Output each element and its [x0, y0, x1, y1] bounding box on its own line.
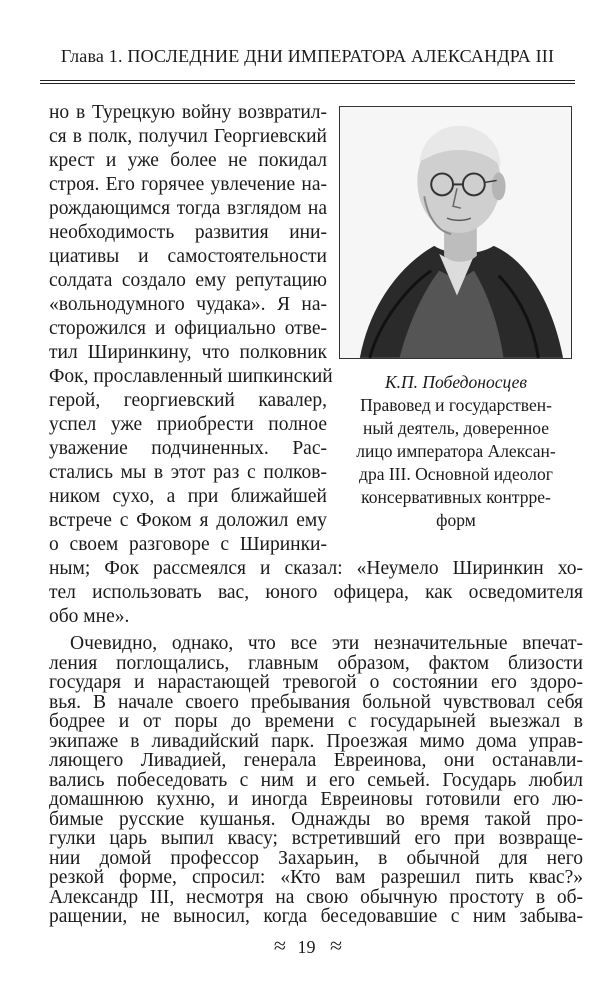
text-line: необходимость развития ини-	[49, 222, 327, 243]
text-line: герой, георгиевский кавалер,	[49, 390, 327, 411]
ornament-left-icon: ≈	[273, 933, 283, 958]
text-line: рождающимся тогда взглядом на	[49, 198, 327, 219]
text-line: но в Турецкую войну возвратил-	[49, 102, 327, 123]
figure-caption-line: дра III. Основной идеолог	[359, 464, 553, 484]
text-line: гулки царь выпил квасу; встретивший его при возвраще-	[49, 828, 583, 849]
text-line: Очевидно, однако, что все эти незначительные впечат-	[70, 633, 583, 654]
text-line: стались мы в этот раз с полков-	[49, 462, 327, 483]
figure-caption-line: ный деятель, доверенное	[362, 418, 550, 438]
page-number-value: 19	[297, 937, 316, 957]
text-line: нии домой профессор Захарьин, в обычной для него	[49, 847, 583, 869]
ornament-right-icon: ≈	[330, 933, 340, 958]
portrait-photo	[339, 106, 572, 359]
text-line: о своем разговоре с Ширинки-	[49, 534, 327, 555]
text-line: ления поглощались, главным образом, фактом близости	[49, 652, 583, 674]
text-line: ращении, не выносил, когда беседовавшие с ним забыва-	[49, 906, 583, 927]
text-line: Фок, прославленный шипкинский	[49, 366, 333, 387]
figure-caption-line: лицо императора Алексан-	[356, 441, 556, 461]
header-rule	[40, 80, 575, 84]
text-line: вья. В начале своего пребывания больной чувствовал себя	[49, 691, 583, 713]
text-line: сторожился и официально отве-	[49, 318, 327, 339]
text-line: успел уже приобрести полное	[49, 414, 327, 435]
text-line: «вольнодумного чудака». Я на-	[49, 294, 327, 315]
text-line: бодрее и от поры до времени с государыней выезжал в	[49, 711, 583, 732]
portrait-sketch	[340, 107, 571, 358]
text-line: циативы и самостоятельности	[49, 246, 327, 267]
page-number	[0, 935, 613, 958]
text-line: крест и уже более не покидал	[49, 150, 327, 171]
figure-caption-line: форм	[436, 510, 476, 530]
figure-caption-name: К.П. Победоносцев	[384, 372, 528, 392]
text-line: ляющего Ливадией, генерала Евреинова, они останавли-	[49, 750, 583, 771]
text-line: солдата создало ему репутацию	[49, 270, 327, 291]
text-line: экипаже в ливадийский парк. Проезжая мимо дома управ-	[49, 730, 583, 752]
text-line: вались побеседовать с ним и его семьей. Государь любил	[49, 769, 583, 791]
running-header: Глава 1. ПОСЛЕДНИЕ ДНИ ИМПЕРАТОРА АЛЕКСАНДРА III	[60, 46, 555, 66]
figure-caption-line: консервативных контрре-	[361, 487, 551, 507]
text-line: ником сухо, а при ближайшей	[49, 486, 327, 507]
text-line: ным; Фок рассмеялся и сказал: «Неумело Ширинкин хо-	[49, 558, 583, 579]
figure-caption-line: Правовед и государствен-	[360, 395, 552, 415]
text-line: Александр III, несмотря на свою обычную простоту в об-	[49, 886, 583, 908]
text-line: строя. Его горячее увлечение на-	[49, 174, 327, 195]
text-line: резкой форме, спросил: «Кто вам разрешил пить квас?»	[49, 867, 583, 888]
text-line: бимые русские кушанья. Однажды во время такой про-	[49, 808, 583, 830]
text-line: тел использовать вас, юного офицера, как осведомителя	[49, 582, 583, 603]
text-line: домашнюю кухню, и иногда Евреиновы готовили его лю-	[49, 789, 583, 810]
text-line: государя и нарастающей тревогой о состоянии его здоро-	[49, 672, 583, 693]
text-line: ся в полк, получил Георгиевский	[49, 126, 327, 147]
text-line: обо мне».	[49, 606, 130, 627]
text-line: тил Ширинкину, что полковник	[49, 342, 327, 363]
text-line: встрече с Фоком я доложил ему	[49, 510, 327, 531]
text-line: уважение подчиненных. Рас-	[49, 438, 327, 459]
